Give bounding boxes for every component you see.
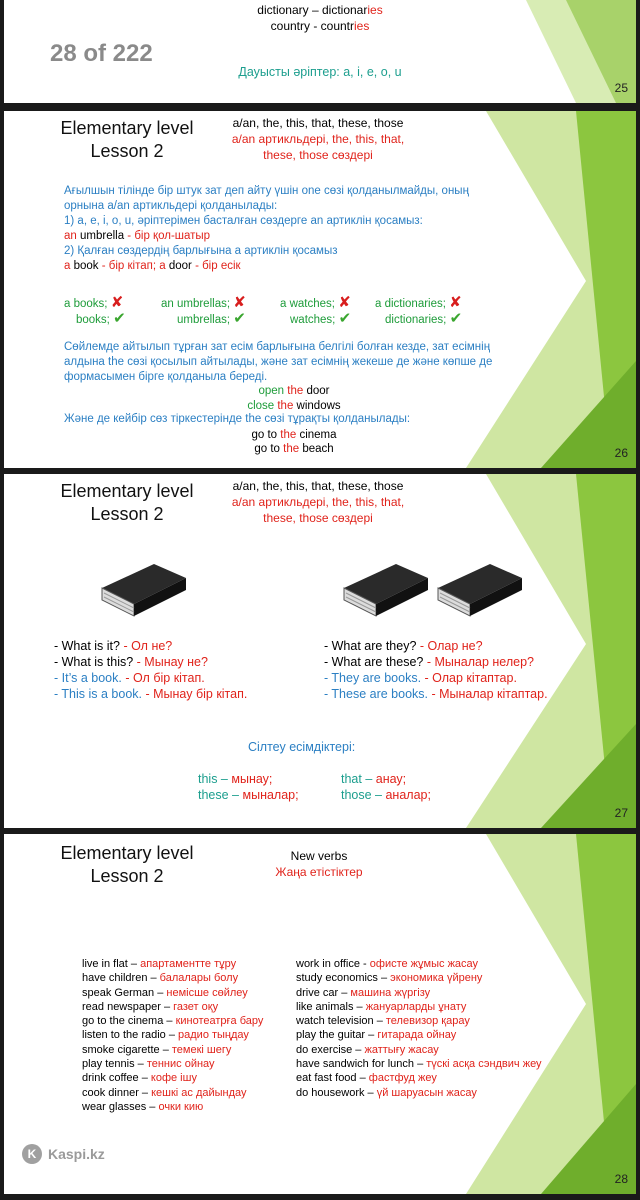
header-line-1: a/an, the, this, that, these, those	[232, 479, 404, 493]
verb-item: smoke cigarette – темекі шегу	[82, 1043, 232, 1056]
level-title: Elementary level	[60, 118, 194, 138]
demonstratives-title: Сілтеу есімдіктері:	[248, 740, 356, 754]
verb-item: speak German – немісше сөйлеу	[82, 986, 248, 999]
verb-item: study economics – экономика үйрену	[296, 972, 483, 985]
cross-icon: ✘	[110, 294, 124, 311]
para-line: 1) a, e, i, o, u, әріптерімен басталған сөздерге an артиклін қосамыз:	[64, 215, 423, 227]
verb-item: have children – балалары болу	[82, 972, 239, 985]
verb-item: do housework – үй шаруасын жасау	[296, 1086, 477, 1099]
lesson-title: Lesson 2	[90, 141, 164, 161]
verb-item: like animals – жануарларды ұнату	[296, 1000, 467, 1013]
verb-item: wear glasses – очки кию	[82, 1100, 204, 1113]
demonstrative-pair: these – мыналар;	[198, 788, 299, 802]
wrong-form: a books; ✘	[64, 294, 124, 311]
verbs-left-column	[82, 957, 263, 1114]
checkmark-icon: ✔	[233, 310, 246, 327]
example-open-door: open the door	[258, 385, 330, 397]
slide-number: 25	[614, 81, 628, 95]
verb-item: have sandwich for lunch – түскі асқа сэндвич жеу	[296, 1058, 542, 1071]
slide-number: 26	[614, 446, 628, 460]
wrong-form: an umbrellas; ✘	[161, 294, 246, 311]
verb-item: play the guitar – гитарада ойнау	[296, 1029, 457, 1042]
slide-28	[4, 834, 636, 1194]
verb-item: cook dinner – кешкі ас дайындау	[82, 1086, 247, 1099]
book-icon	[434, 558, 526, 620]
verb-item: play tennis – теннис ойнау	[82, 1058, 215, 1071]
checkmark-icon: ✔	[338, 310, 352, 327]
verb-item: do exercise – жаттығу жасау	[296, 1043, 439, 1056]
plural-example-2: country - countries	[270, 19, 370, 33]
level-title: Elementary level	[60, 481, 194, 501]
right-form: umbrellas; ✔	[177, 310, 246, 327]
kaspi-watermark: K Kaspi.kz	[22, 1144, 105, 1164]
lesson-title: Lesson 2	[90, 866, 164, 886]
para-line: Және де кейбір сөз тіркестерінде the сөзі тұрақты қолданылады:	[64, 413, 411, 425]
dialog-line: - What are they? - Олар не?	[324, 639, 483, 653]
slide-number: 27	[614, 806, 628, 820]
demonstrative-pair: this – мынау;	[198, 772, 273, 786]
dialog-line: - What is it? - Ол не?	[54, 639, 173, 653]
right-form: watches; ✔	[290, 310, 352, 327]
demonstrative-pair: that – анау;	[341, 772, 407, 786]
header-line-1: a/an, the, this, that, these, those	[232, 116, 404, 130]
para-line: 2) Қалған сөздердің барлығына a артиклін қосамыз	[64, 245, 338, 257]
cross-icon: ✘	[338, 294, 351, 311]
verb-item: drive car – машина жүргізу	[296, 986, 431, 999]
checkmark-icon: ✔	[113, 310, 126, 327]
verb-item: go to the cinema – кинотеатрға бару	[82, 1015, 264, 1028]
dialog-line: - What is this? - Мынау не?	[54, 655, 208, 669]
cross-icon: ✘	[449, 294, 462, 311]
slide-27	[4, 474, 636, 828]
vowels-line: Дауысты әріптер: a, i, e, o, u	[238, 65, 402, 79]
level-title: Elementary level	[60, 843, 194, 863]
verb-item: read newspaper – газет оқу	[82, 1000, 219, 1013]
verb-item: eat fast food – фастфуд жеу	[296, 1072, 437, 1085]
wrong-form: a dictionaries; ✘	[375, 294, 462, 311]
green-decoration	[376, 111, 636, 468]
verb-item: drink coffee – кофе ішу	[82, 1072, 197, 1085]
dialog-line: - This is a book. - Мынау бір кітап.	[54, 687, 248, 701]
example-cinema: go to the cinema	[251, 429, 337, 441]
para-line: Ағылшын тілінде бір штук зат деп айту үшін one сөзі қолданылмайды, оның	[64, 185, 469, 197]
cross-icon: ✘	[233, 294, 246, 311]
example-an: an umbrella - бір қол-шатыр	[64, 230, 211, 242]
dialog-line: - They are books. - Олар кітаптар.	[324, 671, 517, 685]
verb-item: work in office - офисте жұмыс жасау	[296, 958, 479, 970]
plural-example-1: dictionary – dictionaries	[257, 3, 383, 17]
dialog-line: - These are books. - Мыналар кітаптар.	[324, 687, 548, 701]
verb-item: watch television – телевизор қарау	[296, 1015, 470, 1028]
right-form: books; ✔	[76, 310, 126, 327]
slide-26	[4, 111, 636, 468]
dialog-line: - What are these? - Мыналар нелер?	[324, 655, 534, 669]
header-line-3: these, those сөздері	[263, 511, 373, 525]
checkmark-icon: ✔	[449, 310, 463, 327]
example-beach: go to the beach	[254, 443, 334, 455]
right-form: dictionaries; ✔	[385, 310, 463, 327]
para-line: Сөйлемде айтылып тұрған зат есім барлығына белгілі болған кезде, зат есімнің	[64, 341, 491, 353]
header-line-2: a/an артикльдері, the, this, that,	[231, 132, 405, 146]
example-close-windows: close the windows	[247, 400, 341, 412]
lesson-title: Lesson 2	[90, 504, 164, 524]
book-icon	[98, 558, 190, 620]
demonstrative-pair: those – аналар;	[341, 788, 431, 802]
verbs-right-column	[296, 957, 542, 1100]
page-counter: 28 of 222	[50, 40, 153, 67]
verb-item: listen to the radio – радио тыңдау	[82, 1029, 249, 1042]
kaspi-logo-icon: K	[22, 1144, 42, 1164]
para-line: формасымен бірге қолданыла береді.	[64, 371, 268, 383]
header-line-1: New verbs	[290, 849, 348, 863]
book-icon	[340, 558, 432, 620]
wrong-form: a watches; ✘	[280, 294, 351, 311]
dialog-line: - It’s a book. - Ол бір кітап.	[54, 671, 205, 685]
header-line-2: a/an артикльдері, the, this, that,	[231, 495, 405, 509]
header-line-2: Жаңа етістіктер	[275, 865, 363, 879]
header-line-3: these, those сөздері	[263, 148, 373, 162]
verb-item: live in flat – апартаментте тұру	[82, 958, 237, 970]
slide-number: 28	[614, 1172, 628, 1186]
example-a: a book - бір кітап; a door - бір есік	[64, 260, 241, 272]
slide-25	[4, 0, 636, 103]
para-line: алдына the сөзі қосылып айтылады, және зат есімнің жекеше де және көпше де	[64, 356, 493, 368]
para-line: орнына a/an артикльдері қолданылады:	[64, 200, 278, 212]
